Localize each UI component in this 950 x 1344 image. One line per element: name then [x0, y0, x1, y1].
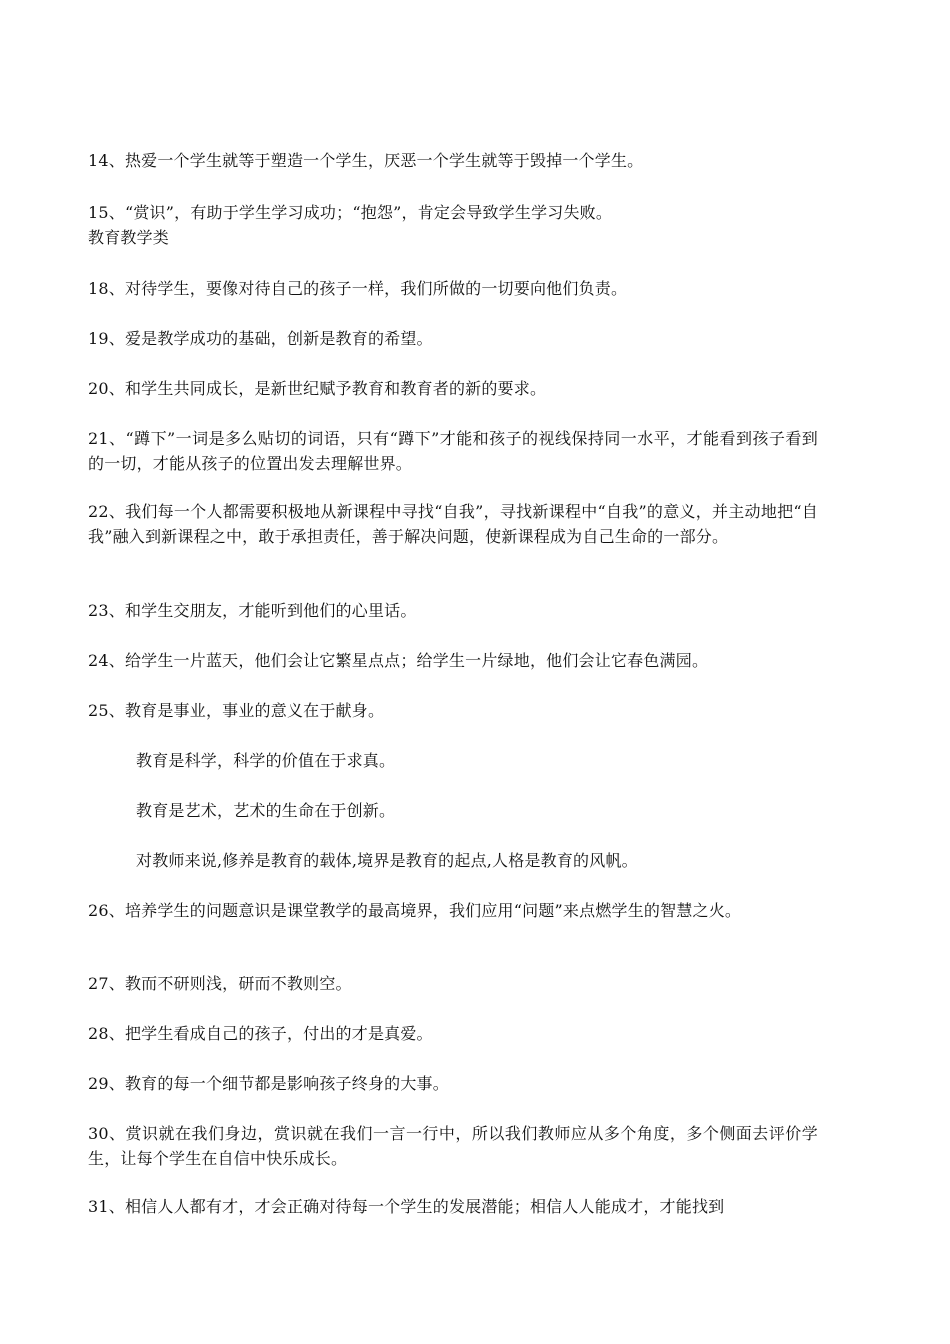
section-heading: 教育教学类 — [88, 228, 170, 247]
paragraph-25: 25、教育是事业，事业的意义在于献身。 — [88, 701, 385, 720]
paragraph-31: 31、相信人人都有才，才会正确对待每一个学生的发展潜能；相信人人能成才，才能找到 — [88, 1197, 725, 1216]
paragraph-19: 19、爱是教学成功的基础，创新是教育的希望。 — [88, 329, 433, 348]
paragraph-25-science: 教育是科学，科学的价值在于求真。 — [136, 751, 396, 770]
paragraph-20: 20、和学生共同成长，是新世纪赋予教育和教育者的新的要求。 — [88, 379, 547, 398]
paragraph-25-teacher: 对教师来说,修养是教育的载体,境界是教育的起点,人格是教育的风帆。 — [136, 851, 638, 870]
paragraph-23: 23、和学生交朋友，才能听到他们的心里话。 — [88, 601, 417, 620]
paragraph-24: 24、给学生一片蓝天，他们会让它繁星点点；给学生一片绿地，他们会让它春色满园。 — [88, 651, 709, 670]
paragraph-25-art: 教育是艺术，艺术的生命在于创新。 — [136, 801, 396, 820]
paragraph-22: 22、我们每一个人都需要积极地从新课程中寻找“自我”，寻找新课程中“自我”的意义，并主动地把“自我”融入到新课程之中，敢于承担责任，善于解决问题，使新课程成为自己生命的一部分。 — [88, 502, 818, 546]
paragraph-14: 14、热爱一个学生就等于塑造一个学生，厌恶一个学生就等于毁掉一个学生。 — [88, 151, 644, 170]
paragraph-21: 21、“蹲下”一词是多么贴切的词语，只有“蹲下”才能和孩子的视线保持同一水平，才能看到孩子看到的一切，才能从孩子的位置出发去理解世界。 — [88, 429, 818, 473]
paragraph-26: 26、培养学生的问题意识是课堂教学的最高境界，我们应用“问题”来点燃学生的智慧之火。 — [88, 901, 742, 920]
paragraph-15: 15、“赏识”，有助于学生学习成功；“抱怨”，肯定会导致学生学习失败。 — [88, 203, 613, 222]
paragraph-18: 18、对待学生，要像对待自己的孩子一样，我们所做的一切要向他们负责。 — [88, 279, 628, 298]
paragraph-30: 30、赏识就在我们身边，赏识就在我们一言一行中，所以我们教师应从多个角度，多个侧面去评价学生，让每个学生在自信中快乐成长。 — [88, 1124, 818, 1168]
paragraph-29: 29、教育的每一个细节都是影响孩子终身的大事。 — [88, 1074, 449, 1093]
paragraph-28: 28、把学生看成自己的孩子，付出的才是真爱。 — [88, 1024, 433, 1043]
paragraph-27: 27、教而不研则浅，研而不教则空。 — [88, 974, 352, 993]
